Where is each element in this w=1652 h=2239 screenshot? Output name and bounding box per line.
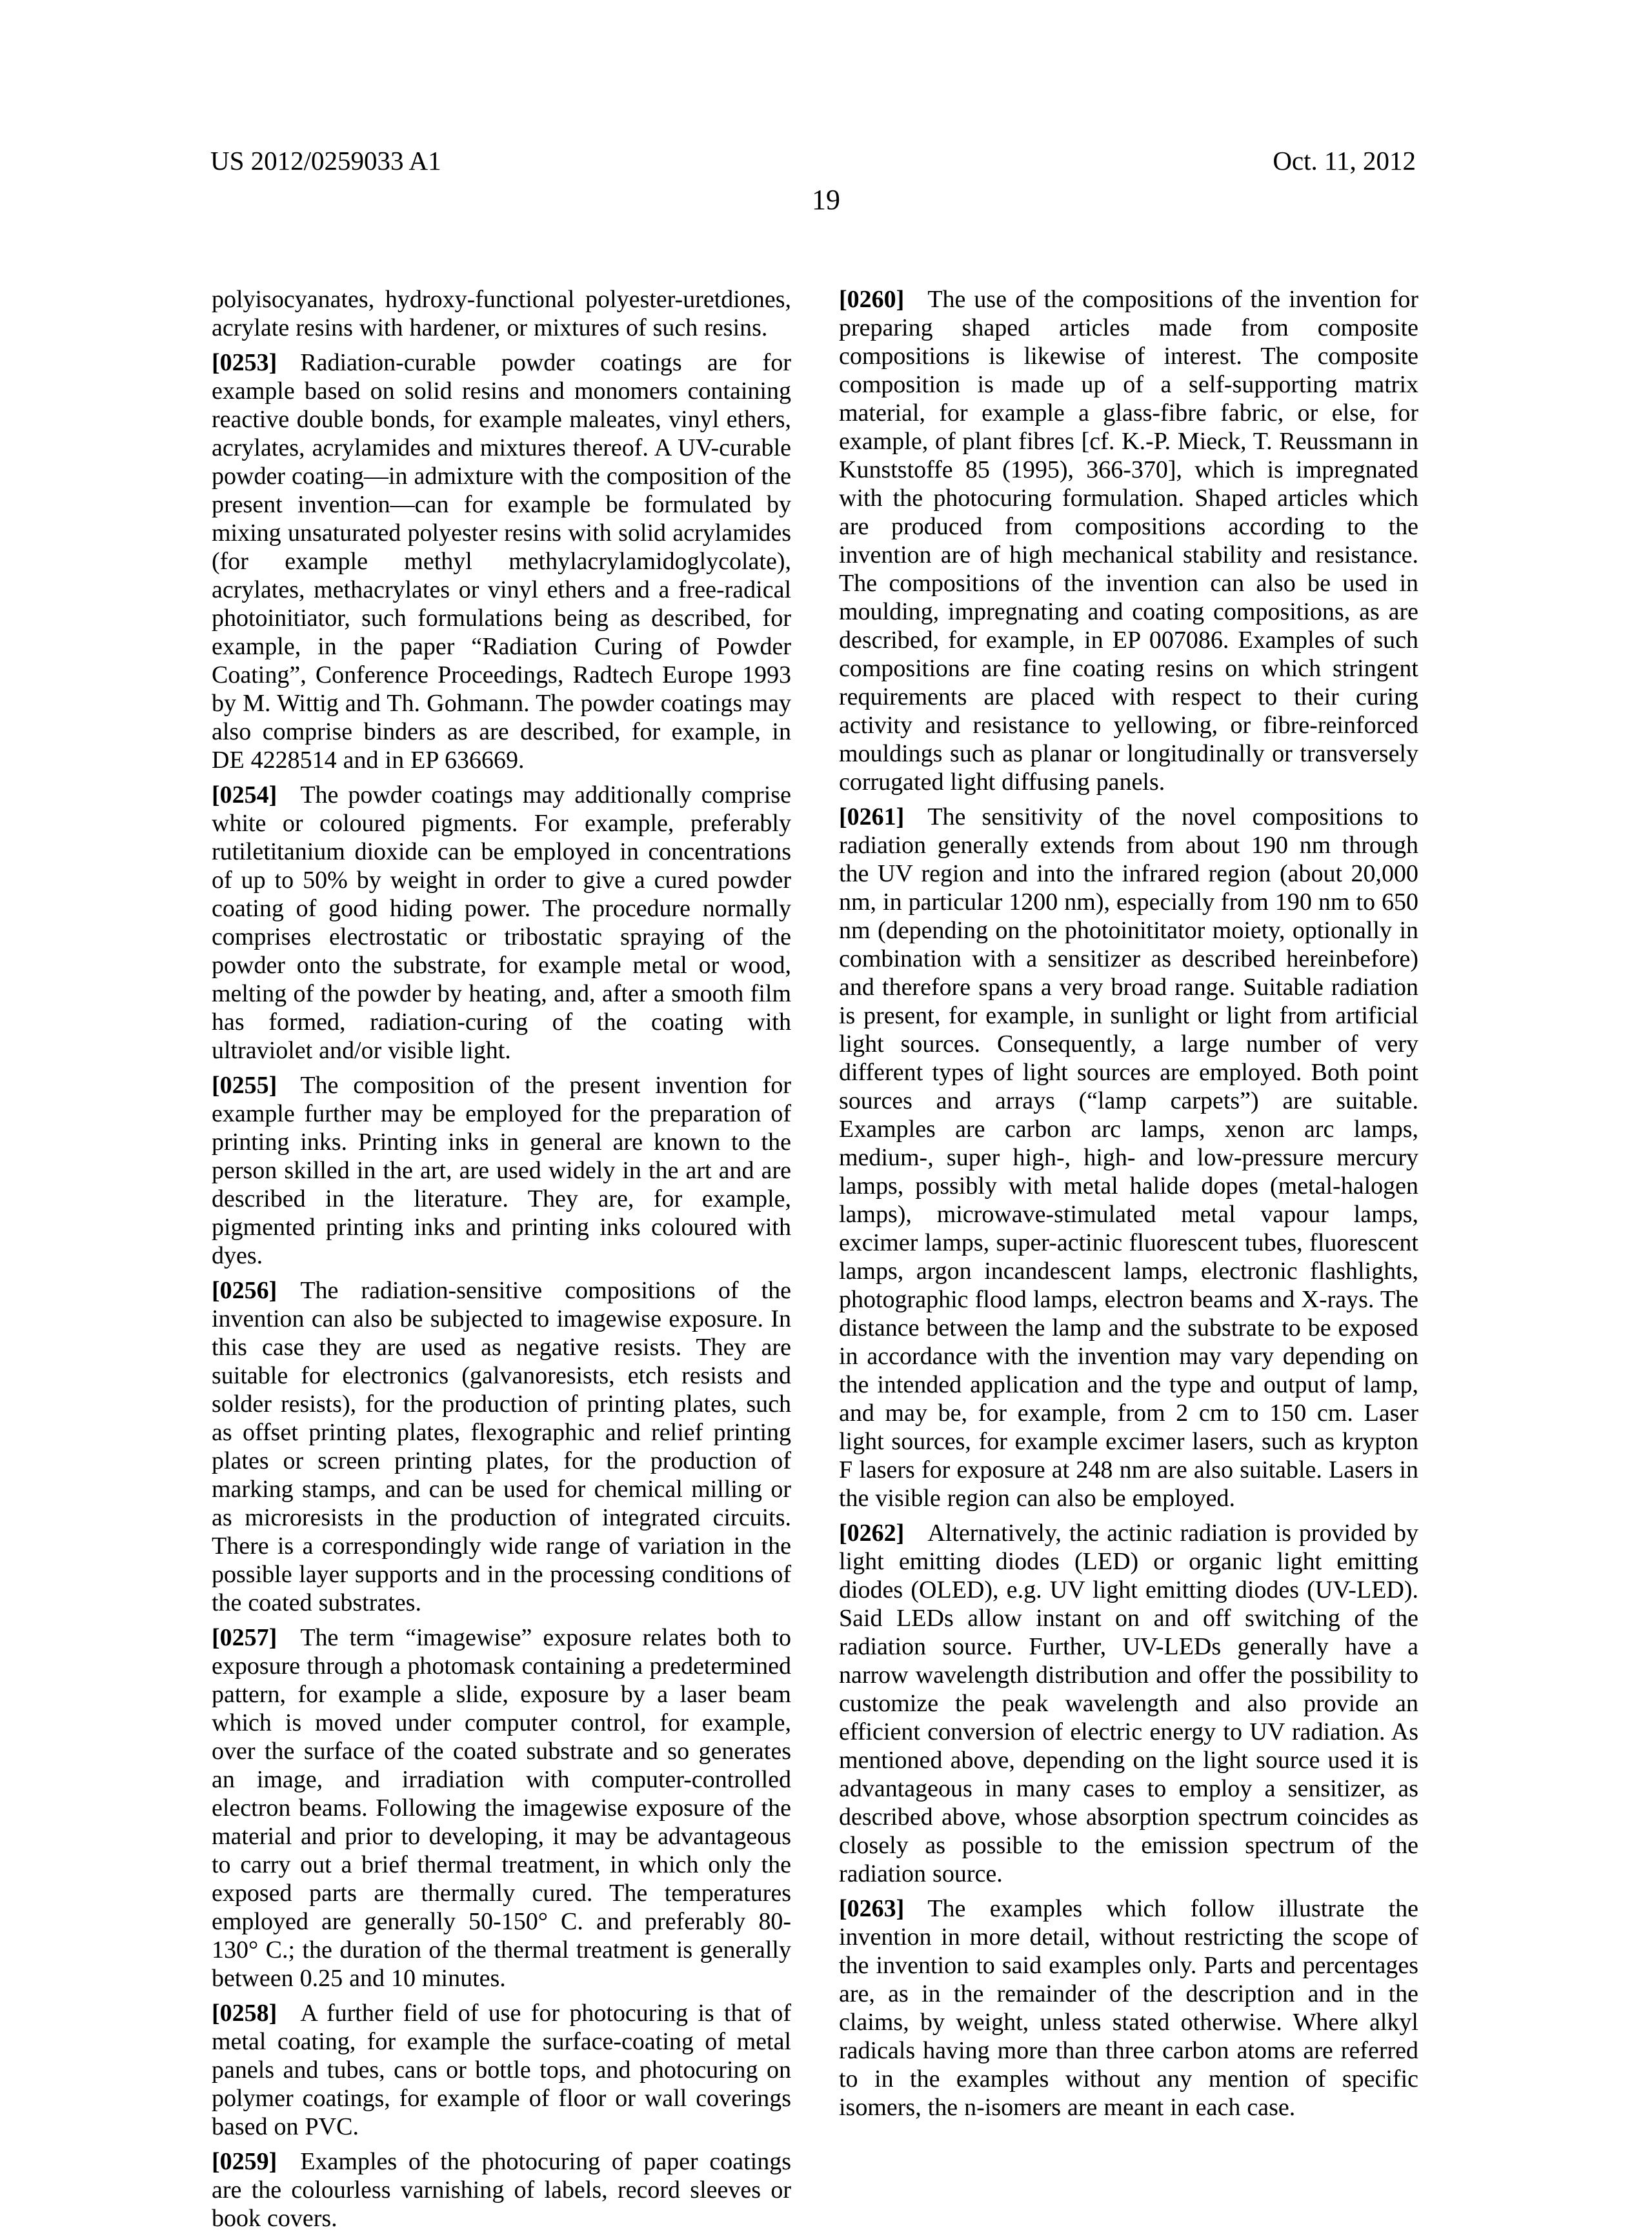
paragraph: [0253] Radiation-curable powder coatings are for example based on solid resins and monomers containing reactive double bonds, for example maleates, vinyl ethers, acrylates, acrylamides and mixtures thereof. A UV-curable powder coating—in admixture with the composition of the present invention—can for example be formulated by mixing unsaturated polyester resins with solid acrylamides (for example methyl methylacrylamidoglycolate), acrylates, methacrylates or vinyl ethers and a free-radical photoinitiator, such formulations being as described, for example, in the paper “Radiation Curing of Powder Coating”, Conference Proceedings, Radtech Europe 1993 by M. Wittig and Th. Gohmann. The powder coatings may also comprise binders as are described, for example, in DE 4228514 and in EP 636669.	[212, 349, 791, 774]
paragraph: [0255] The composition of the present invention for example further may be employed for the preparation of printing inks. Printing inks in general are known to the person skilled in the art, are used widely in the art and are described in the literature. They are, for example, pigmented printing inks and printing inks coloured with dyes.	[212, 1072, 791, 1269]
paragraph-number: [0253]	[212, 349, 277, 376]
paragraph: [0263] The examples which follow illustrate the invention in more detail, without restricting the scope of the invention to said examples only. Parts and percentages are, as in the remainder of the description and in the claims, by weight, unless stated otherwise. Where alkyl radicals having more than three carbon atoms are referred to in the examples without any mention of specific isomers, the n-isomers are meant in each case.	[839, 1895, 1418, 2121]
paragraph: [0256] The radiation-sensitive compositions of the invention can also be subjected to imagewise exposure. In this case they are used as negative resists. They are suitable for electronics (galvanoresists, etch resists and solder resists), for the production of printing plates, such as offset printing plates, flexographic and relief printing plates or screen printing plates, for the production of marking stamps, and can be used for chemical milling or as microresists in the production of integrated circuits. There is a correspondingly wide range of variation in the possible layer supports and in the processing conditions of the coated substrates.	[212, 1277, 791, 1616]
page-body	[212, 285, 1418, 2239]
paragraph: [0260] The use of the compositions of the invention for preparing shaped articles made from composite compositions is likewise of interest. The composite composition is made up of a self-supporting matrix material, for example a glass-fibre fabric, or else, for example, of plant fibres [cf. K.-P. Mieck, T. Reussmann in Kunststoffe 85 (1995), 366-370], which is impregnated with the photocuring formulation. Shaped articles which are produced from compositions according to the invention are of high mechanical stability and resistance. The compositions of the invention can also be used in moulding, impregnating and coating compositions, as are described, for example, in EP 007086. Examples of such compositions are fine coating resins on which stringent requirements are placed with respect to their curing activity and resistance to yellowing, or fibre-reinforced mouldings such as planar or longitudinally or transversely corrugated light diffusing panels.	[839, 286, 1418, 796]
page-number: 19	[812, 184, 840, 216]
paragraph: [0261] The sensitivity of the novel compositions to radiation generally extends from about 190 nm through the UV region and into the infrared region (about 20,000 nm, in particular 1200 nm), especially from 190 nm to 650 nm (depending on the photoinititator moiety, optionally in combination with a sensitizer as described hereinbefore) and therefore spans a very broad range. Suitable radiation is present, for example, in sunlight or light from artificial light sources. Consequently, a large number of very different types of light sources are employed. Both point sources and arrays (“lamp carpets”) are suitable. Examples are carbon arc lamps, xenon arc lamps, medium-, super high-, high- and low-pressure mercury lamps, possibly with metal halide dopes (metal-halogen lamps), microwave-stimulated metal vapour lamps, excimer lamps, super-actinic fluorescent tubes, fluorescent lamps, argon incandescent lamps, electronic flashlights, photographic flood lamps, electron beams and X-rays. The distance between the lamp and the substrate to be exposed in accordance with the invention may vary depending on the intended application and the type and output of lamp, and may be, for example, from 2 cm to 150 cm. Laser light sources, for example excimer lasers, such as krypton F lasers for exposure at 248 nm are also suitable. Lasers in the visible region can also be employed.	[839, 803, 1418, 1512]
paragraph-number: [0263]	[839, 1895, 905, 1922]
paragraph: [0257] The term “imagewise” exposure relates both to exposure through a photomask containing a predetermined pattern, for example a slide, exposure by a laser beam which is moved under computer control, for example, over the surface of the coated substrate and so generates an image, and irradiation with computer-controlled electron beams. Following the imagewise exposure of the material and prior to developing, it may be advantageous to carry out a brief thermal treatment, in which only the exposed parts are thermally cured. The temperatures employed are generally 50-150° C. and preferably 80-130° C.; the duration of the thermal treatment is generally between 0.25 and 10 minutes.	[212, 1624, 791, 1992]
page-header	[210, 146, 1416, 176]
paragraph-number: [0256]	[212, 1277, 277, 1304]
paragraph: polyisocyanates, hydroxy-functional polyester-uretdiones, acrylate resins with hardener, or mixtures of such resins.	[212, 286, 791, 341]
publication-date: Oct. 11, 2012	[1273, 146, 1416, 176]
paragraph-number: [0262]	[839, 1520, 905, 1547]
paragraph-number: [0261]	[839, 803, 905, 830]
left-column	[212, 285, 791, 2239]
paragraph-number: [0259]	[212, 2148, 277, 2175]
paragraph: [0262] Alternatively, the actinic radiation is provided by light emitting diodes (LED) or organic light emitting diodes (OLED), e.g. UV light emitting diodes (UV-LED). Said LEDs allow instant on and off switching of the radiation source. Further, UV-LEDs generally have a narrow wavelength distribution and offer the possibility to customize the peak wavelength and also provide an efficient conversion of electric energy to UV radiation. As mentioned above, depending on the light source used it is advantageous in many cases to employ a sensitizer, as described above, whose absorption spectrum coincides as closely as possible to the emission spectrum of the radiation source.	[839, 1520, 1418, 1887]
paragraph-number: [0260]	[839, 286, 905, 313]
paragraph: [0259] Examples of the photocuring of paper coatings are the colourless varnishing of labels, record sleeves or book covers.	[212, 2148, 791, 2232]
paragraph-number: [0258]	[212, 2000, 277, 2027]
paragraph-number: [0254]	[212, 781, 277, 808]
paragraph: [0258] A further field of use for photocuring is that of metal coating, for example the surface-coating of metal panels and tubes, cans or bottle tops, and photocuring on polymer coatings, for example of floor or wall coverings based on PVC.	[212, 2000, 791, 2140]
patent-number: US 2012/0259033 A1	[210, 146, 441, 176]
paragraph: [0254] The powder coatings may additionally comprise white or coloured pigments. For example, preferably rutiletitanium dioxide can be employed in concentrations of up to 50% by weight in order to give a cured powder coating of good hiding power. The procedure normally comprises electrostatic or tribostatic spraying of the powder onto the substrate, for example metal or wood, melting of the powder by heating, and, after a smooth film has formed, radiation-curing of the coating with ultraviolet and/or visible light.	[212, 781, 791, 1064]
paragraph-number: [0255]	[212, 1072, 277, 1099]
right-column	[839, 285, 1418, 2239]
paragraph-number: [0257]	[212, 1624, 277, 1651]
